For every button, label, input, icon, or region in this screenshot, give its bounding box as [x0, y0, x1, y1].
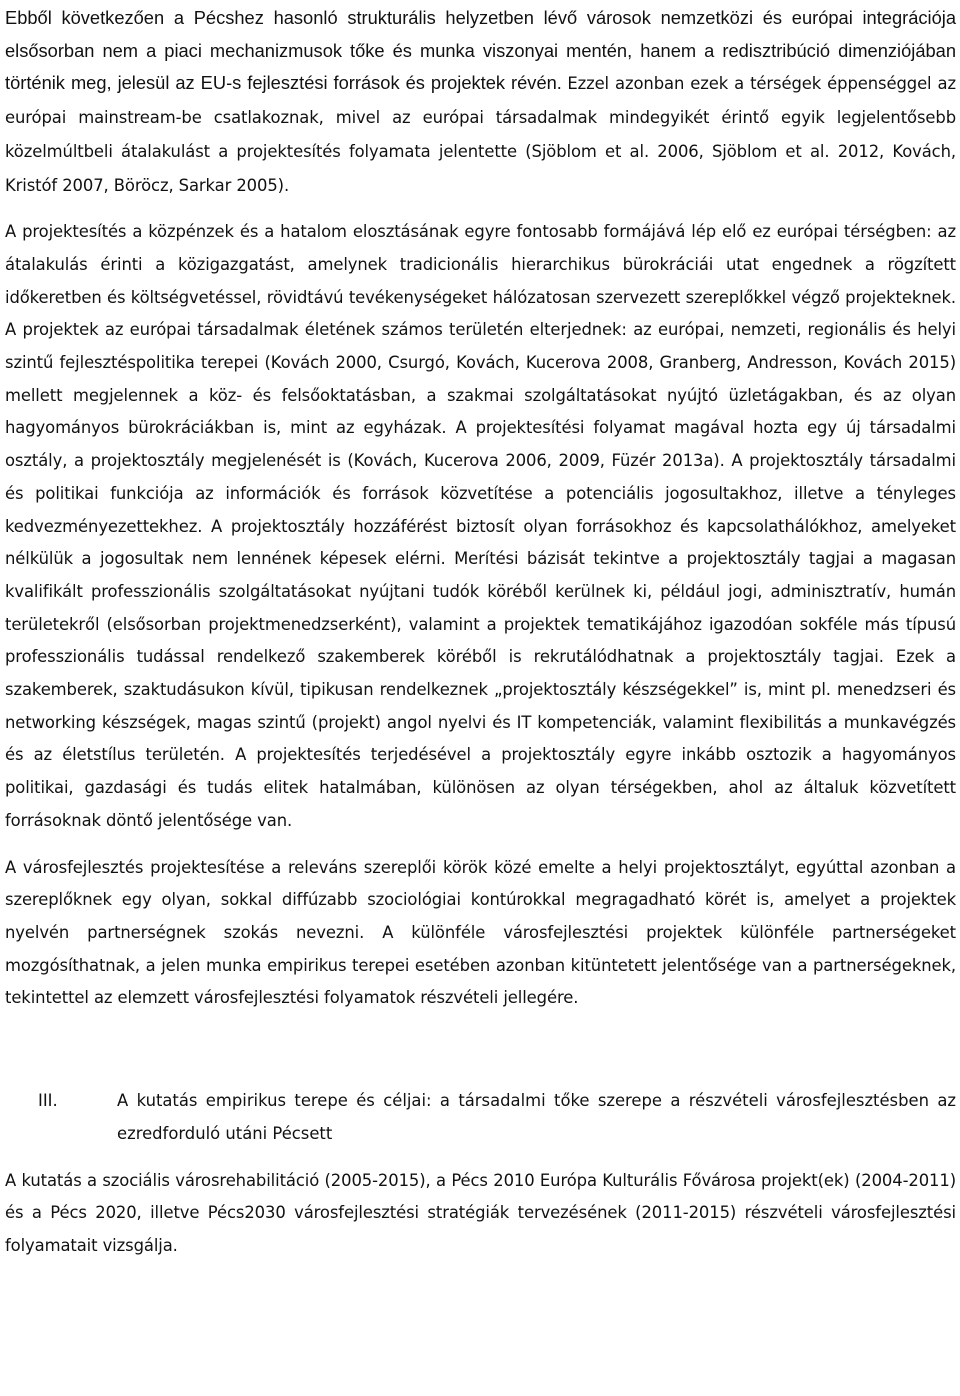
document-page [5, 2, 956, 1263]
section-heading [5, 1085, 956, 1150]
intro-sentence-calibri: Ezzel azonban ezek a térségek éppenséggel az európai mainstream-be csatlakoznak, mivel az európai társadalmak mindegyikét érintő egyik legjelentősebb közelmúltbeli átalakulást a projektesítés folyamata jelentette (Sjöblom et al. 2006, Sjöblom et al. 2012, Kovách, Kristóf 2007, Böröcz, Sarkar 2005). [5, 74, 956, 195]
paragraph-research-scope: A kutatás a szociális városrehabilitáció (2005-2015), a Pécs 2010 Európa Kulturális Fővárosa projekt(ek) (2004-2011) és a Pécs 2020, illetve Pécs2030 városfejlesztési stratégiák tervezésének (2011-2015) részvételi városfejlesztési folyamatait vizsgálja. [5, 1170, 956, 1255]
intro-paragraph [5, 2, 956, 202]
section-title: A kutatás empirikus terepe és céljai: a társadalmi tőke szerepe a részvételi városfejlesztésben az ezredforduló utáni Pécsett [117, 1091, 956, 1143]
paragraph-urban-development: A városfejlesztés projektesítése a releváns szereplői körök közé emelte a helyi projektosztályt, egyúttal azonban a szereplőknek egy olyan, sokkal diffúzabb szociológiai kontúrokkal megragadható körét is, amelyet a projektek nyelvén partnerségnek szokás nevezni. A különféle városfejlesztési projektek különféle partnerségeket mozgósíthatnak, a jelen munka empirikus terepei esetében azonban kitüntetett jelentősége van a partnerségeknek, tekintettel az elemzett városfejlesztési folyamatok részvételi jellegére. [5, 857, 956, 1008]
section-number: III. [38, 1091, 58, 1111]
intro-sentence-arial: Ebből következően a Pécshez hasonló strukturális helyzetben lévő városok nemzetközi és európai integrációja elsősorban nem a piaci mechanizmusok tőke és munka viszonyai mentén, hanem a redisztribúció dimenziójában történik meg, jelesül az EU-s fejlesztési források és projektek révén. [5, 7, 956, 94]
paragraph-projectification: A projektesítés a közpénzek és a hatalom elosztásának egyre fontosabb formájává lép elő ez európai térségben: az átalakulás érinti a közigazgatást, amelynek tradicionális hierarchikus bürokráciái utat engednek a rögzített időkeretben és költségvetéssel, rövidtávú tevékenységeket hálózatosan szervezett szereplőkkel végző projekteknek. A projektek az európai társadalmak életének számos területén elterjednek: az európai, nemzeti, regionális és helyi szintű fejlesztéspolitika terepei (Kovách 2000, Csurgó, Kovách, Kucerova 2008, Granberg, Andresson, Kovách 2015) mellett megjelennek a köz- és felsőoktatásban, a szakmai szolgáltatásokat nyújtó üzletágakban, és az olyan hagyományos bürokráciákban is, mint az egyházak. A projektesítési folyamat magával hozta egy új társadalmi osztály, a projektosztály megjelenését is (Kovách, Kucerova 2006, 2009, Füzér 2013a). A projektosztály társadalmi és politikai funkciója az információk és források közvetítése a potenciális jogosultakhoz, illetve a tényleges kedvezményezettekhez. A projektosztály hozzáférést biztosít olyan forrásokhoz és kapcsolathálókhoz, amelyeket nélkülük a jogosultak nem lennének képesek elérni. Merítési bázisát tekintve a projektosztály tagjai a magasan kvalifikált professzionális szolgáltatásokat nyújtani tudók köréből kerülnek ki, például jogi, adminisztratív, humán területekről (elsősorban projektmenedzserként), valamint a projektek tematikájához igazodóan sokféle más típusú professzionális tudással rendelkező szakemberek köréből is rekrutálódhatnak a projektosztály tagjai. Ezek a szakemberek, szaktudásukon kívül, tipikusan rendelkeznek „projektosztály készségekkel” is, mint pl. menedzseri és networking készségek, magas szintű (projekt) angol nyelvi és IT kompetenciák, valamint flexibilitás a munkavégzés és az életstílus területén. A projektesítés terjedésével a projektosztály egyre inkább osztozik a hagyományos politikai, gazdasági és tudás elitek hatalmában, különösen az olyan térségekben, ahol az általuk közvetített forrásoknak döntő jelentősége van. [5, 222, 956, 830]
